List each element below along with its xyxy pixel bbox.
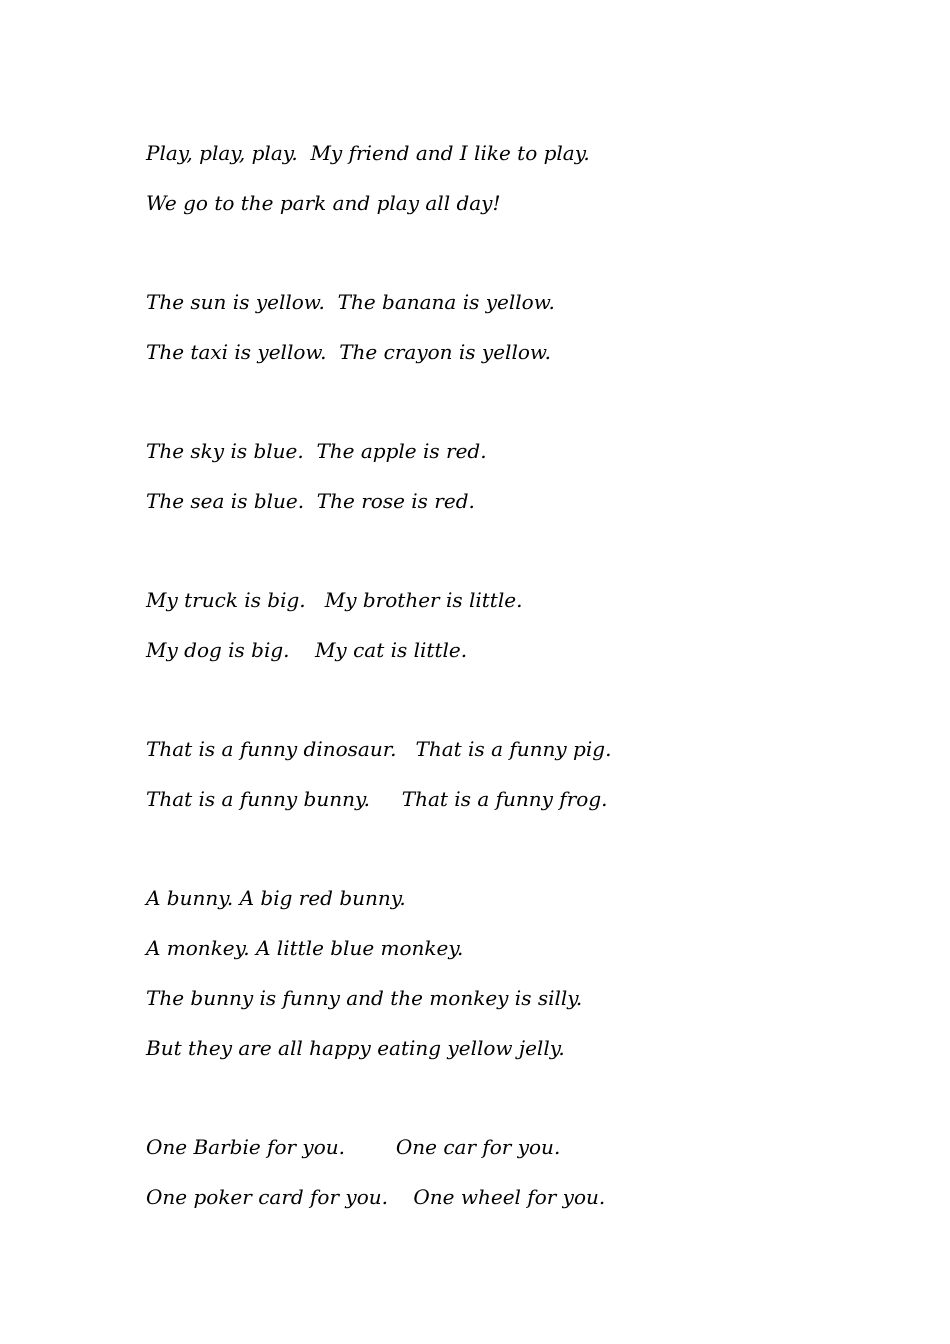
poem-line: That is a funny bunny. That is a funny frog.	[146, 787, 608, 811]
poem-line: We go to the park and play all day!	[146, 191, 501, 215]
stanza-blue-red	[146, 426, 846, 526]
poem-line: One Barbie for you. One car for you.	[146, 1135, 561, 1159]
poem-line: The sun is yellow. The banana is yellow.	[146, 290, 555, 314]
poem-line: That is a funny dinosaur. That is a funny pig.	[146, 737, 612, 761]
poem-line: My dog is big. My cat is little.	[146, 638, 468, 662]
stanza-yellow	[146, 277, 846, 377]
poem-line: One poker card for you. One wheel for you.	[146, 1185, 606, 1209]
poem-line: The sky is blue. The apple is red.	[146, 439, 487, 463]
stanza-play	[146, 128, 846, 228]
poem-line: A bunny. A big red bunny.	[146, 886, 406, 910]
stanza-for-you	[146, 1122, 846, 1222]
poem-line: The taxi is yellow. The crayon is yellow.	[146, 340, 551, 364]
poem-body	[146, 128, 846, 1271]
stanza-big-little	[146, 575, 846, 675]
poem-line: The bunny is funny and the monkey is silly.	[146, 986, 583, 1010]
poem-line: The sea is blue. The rose is red.	[146, 489, 475, 513]
poem-line: A monkey. A little blue monkey.	[146, 936, 464, 960]
stanza-funny	[146, 724, 846, 824]
poem-line: Play, play, play. My friend and I like to play.	[146, 141, 590, 165]
poem-line: My truck is big. My brother is little.	[146, 588, 523, 612]
stanza-bunny-monkey	[146, 873, 846, 1073]
poem-line: But they are all happy eating yellow jelly.	[146, 1036, 565, 1060]
